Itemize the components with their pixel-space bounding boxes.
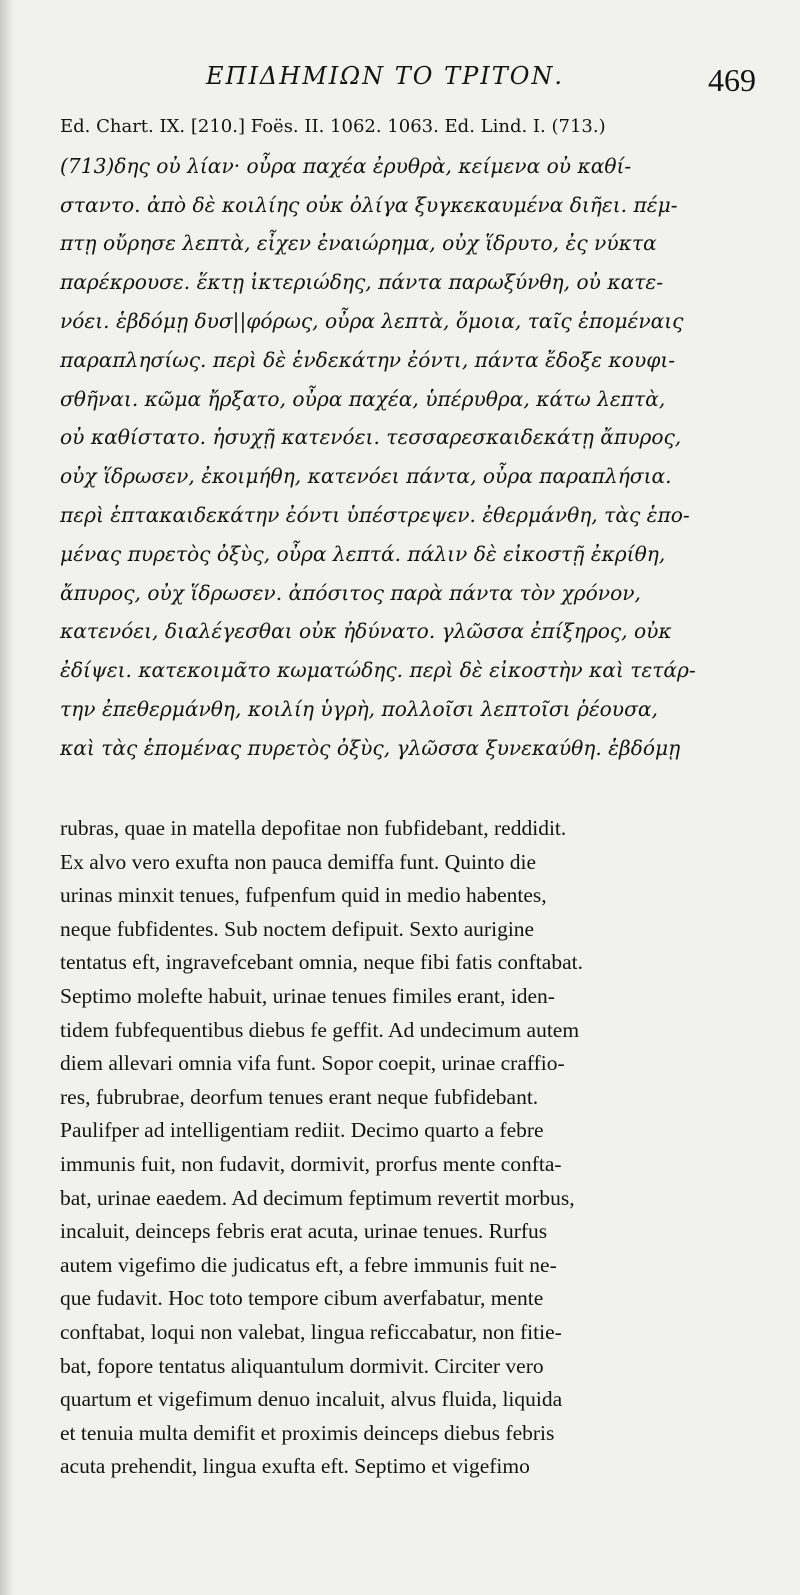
latin-text-line: tidem fubfequentibus diebus fe geffit. Ad undecimum autem: [60, 1017, 580, 1042]
latin-text-line: immunis fuit, non fudavit, dormivit, prorfus mente confta-: [60, 1151, 562, 1176]
greek-text-line: περὶ ἑπτακαιδεκάτην ἐόντι ὑπέστρεψεν. ἐθερμάνθη, τὰς ἑπο-: [60, 502, 690, 527]
latin-text-line: Septimo molefte habuit, urinae tenues fimiles erant, iden-: [60, 983, 555, 1008]
latin-text-line: urinas minxit tenues, fufpenfum quid in medio habentes,: [60, 883, 547, 908]
greek-text-line: μένας πυρετὸς ὀξὺς, οὖρα λεπτά. πάλιν δὲ εἰκοστῇ ἐκρίθη,: [60, 541, 666, 566]
greek-text-line: παρέκρουσε. ἕκτῃ ἰκτεριώδης, πάντα παρωξύνθη, οὐ κατε-: [60, 270, 664, 295]
greek-text-line: πτῃ οὔρησε λεπτὰ, εἶχεν ἐναιώρημα, οὐχ ἵδρυτο, ἐς νύκτα: [60, 231, 657, 256]
latin-text-line: conftabat, loqui non valebat, lingua reficcabatur, non fitie-: [60, 1319, 562, 1344]
latin-text-line: Ex alvo vero exufta non pauca demiffa funt. Quinto die: [60, 849, 537, 874]
greek-text-line: την ἐπεθερμάνθη, κοιλίη ὑγρὴ, πολλοῖσι λεπτοῖσι ῥέουσα,: [60, 696, 658, 721]
page-number: 469: [708, 62, 756, 98]
greek-text-line: νόει. ἑβδόμῃ δυσ||φόρως, οὖρα λεπτὰ, ὅμοια, ταῖς ἑπομέναις: [60, 308, 684, 333]
latin-text-line: acuta prehendit, lingua exufta eft. Septimo et vigefimo: [60, 1454, 530, 1479]
latin-translation-block: [60, 812, 780, 1484]
greek-text-line: καὶ τὰς ἑπομένας πυρετὸς ὀξὺς, γλῶσσα ξυνεκαύθη. ἑβδόμῃ: [60, 735, 681, 760]
running-title: ΕΠΙΔΗΜΙΩΝ ΤΟ ΤΡΙΤΟΝ.: [206, 62, 565, 90]
latin-text-line: bat, fopore tentatus aliquantulum dormivit. Circiter vero: [60, 1353, 544, 1378]
latin-text-line: Paulifper ad intelligentiam rediit. Decimo quarto a febre: [60, 1118, 544, 1143]
greek-text-line: οὐ καθίστατο. ἡσυχῇ κατενόει. τεσσαρεσκαιδεκάτῃ ἄπυρος,: [60, 425, 682, 450]
latin-text-line: incaluit, deinceps febris erat acuta, urinae tenues. Rurfus: [60, 1219, 548, 1244]
greek-text-line: (713)δης οὐ λίαν· οὖρα παχέα ἐρυθρὰ, κείμενα οὐ καθί-: [60, 153, 632, 178]
greek-text-line: σθῆναι. κῶμα ἤρξατο, οὖρα παχέα, ὑπέρυθρα, κάτω λεπτὰ,: [60, 386, 666, 411]
greek-text-line: ἄπυρος, οὐχ ἵδρωσεν. ἀπόσιτος παρὰ πάντα τὸν χρόνον,: [60, 580, 641, 605]
latin-text-line: autem vigefimo die judicatus eft, a febre immunis fuit ne-: [60, 1252, 557, 1277]
greek-text-block: [60, 108, 770, 768]
latin-text-line: et tenuia multa demifit et proximis deinceps diebus febris: [60, 1420, 555, 1445]
latin-text-line: neque fubfidentes. Sub noctem defipuit. Sexto aurigine: [60, 916, 535, 941]
page-edge-shadow: [0, 0, 14, 1595]
latin-text-line: que fudavit. Hoc toto tempore cibum averfabatur, mente: [60, 1286, 544, 1311]
latin-text-line: res, fubrubrae, deorfum tenues erant neque fubfidebant.: [60, 1084, 539, 1109]
latin-text-line: diem allevari omnia vifa funt. Sopor coepit, urinae craffio-: [60, 1051, 565, 1076]
latin-text-line: bat, urinae eaedem. Ad decimum feptimum revertit morbus,: [60, 1185, 575, 1210]
latin-text-line: rubras, quae in matella depofitae non fubfidebant, reddidit.: [60, 816, 567, 840]
latin-text-line: quartum et vigefimum denuo incaluit, alvus fluida, liquida: [60, 1387, 563, 1412]
latin-text-line: tentatus eft, ingravefcebant omnia, neque fibi fatis conftabat.: [60, 950, 583, 975]
greek-text-line: οὐχ ἵδρωσεν, ἐκοιμήθη, κατενόει πάντα, οὖρα παραπλήσια.: [60, 464, 672, 489]
greek-text-line: ἐδίψει. κατεκοιμᾶτο κωματώδης. περὶ δὲ εἰκοστὴν καὶ τετάρ-: [60, 658, 696, 683]
greek-text-line: κατενόει, διαλέγεσθαι οὐκ ἠδύνατο. γλῶσσα ἐπίξηρος, οὐκ: [60, 619, 672, 644]
greek-text-line: παραπλησίως. περὶ δὲ ἑνδεκάτην ἐόντι, πάντα ἔδοξε κουφι-: [60, 347, 676, 372]
edition-references-line: Ed. Chart. IX. [210.] Foës. II. 1062. 1063. Ed. Lind. I. (713.): [60, 116, 606, 137]
greek-text-line: σταντο. ἀπὸ δὲ κοιλίης οὐκ ὀλίγα ξυγκεκαυμένα διῆει. πέμ-: [60, 192, 678, 217]
